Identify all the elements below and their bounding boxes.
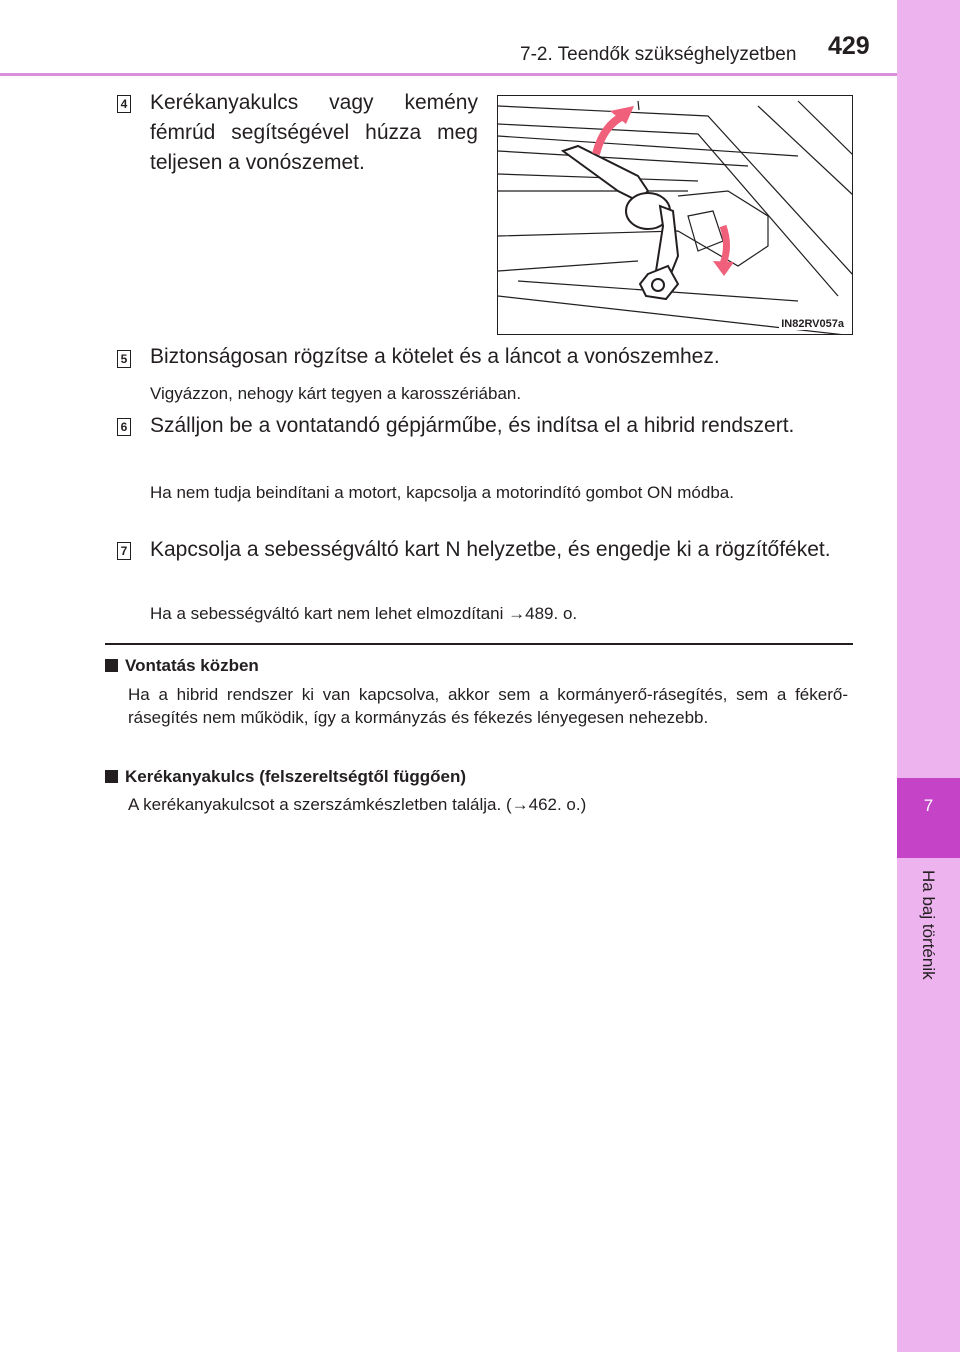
chapter-title: Ha baj történik bbox=[919, 870, 938, 980]
section-wrench-heading bbox=[105, 767, 466, 787]
step-6-badge: 6 bbox=[117, 418, 131, 436]
section-wrench-body: A kerékanyakulcsot a szerszámkészletben találja. (→462. o.) bbox=[128, 795, 587, 814]
section-divider bbox=[105, 643, 853, 645]
header-rule bbox=[0, 73, 897, 76]
step-4-badge: 4 bbox=[117, 95, 131, 113]
step-7-text: Kapcsolja a sebességváltó kart N helyzetbe, és engedje ki a rögzítőféket. bbox=[150, 538, 831, 561]
step-5-note: Vigyázzon, nehogy kárt tegyen a karosszériában. bbox=[150, 384, 522, 403]
section-towing-body: Ha a hibrid rendszer ki van kapcsolva, akkor sem a kormányerő-rásegítés, sem a fékerő-rásegítés nem működik, így a kormányzás és fékezés lényegesen nehezebb. bbox=[128, 685, 848, 727]
section-title: 7-2. Teendők szükséghelyzetben bbox=[520, 44, 797, 65]
wrench-drawing bbox=[498, 96, 853, 335]
section-wrench-title: Kerékanyakulcs (felszereltségtől függően) bbox=[125, 767, 467, 786]
section-towing-heading bbox=[105, 656, 259, 676]
step-4-text: Kerékanyakulcs vagy kemény fémrúd segítségével húzza meg teljesen a vonószemet. bbox=[150, 91, 478, 174]
square-bullet-icon bbox=[105, 770, 118, 783]
step-5-text: Biztonságosan rögzítse a kötelet és a láncot a vonószemhez. bbox=[150, 345, 720, 368]
chapter-number: 7 bbox=[923, 796, 934, 815]
step-6-note: Ha nem tudja beindítani a motort, kapcsolja a motorindító gombot ON módba. bbox=[150, 483, 734, 502]
section-towing-title: Vontatás közben bbox=[125, 656, 259, 675]
square-bullet-icon bbox=[105, 659, 118, 672]
step-7-note: Ha a sebességváltó kart nem lehet elmozdítani →489. o. bbox=[150, 604, 578, 623]
tow-eye-illustration bbox=[497, 95, 853, 335]
chapter-sidebar bbox=[897, 0, 960, 1352]
step-7-badge: 7 bbox=[117, 542, 131, 560]
step-5-badge: 5 bbox=[117, 350, 131, 368]
illustration-code: IN82RV057a bbox=[781, 318, 844, 330]
page-number: 429 bbox=[828, 32, 870, 60]
step-6-text: Szálljon be a vontatandó gépjárműbe, és indítsa el a hibrid rendszert. bbox=[150, 414, 795, 437]
chapter-tab[interactable] bbox=[897, 778, 960, 858]
